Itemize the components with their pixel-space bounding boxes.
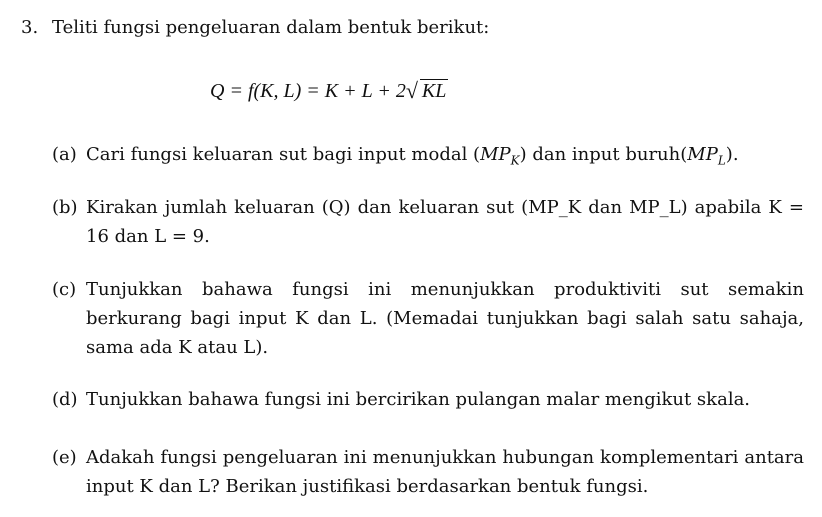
part-text: Tunjukkan bahawa fungsi ini menunjukkan produktiviti sut semakin berkurang bagi input K dan L. (Memadai tunjukkan bagi salah satu sahaja, sama ada K atau L). — [86, 279, 804, 358]
part-text: Cari fungsi keluaran sut bagi input modal $(MP_K)$ dan input $buruh(MP_L)$. — [86, 144, 739, 168]
part-label: (c) — [52, 279, 77, 300]
formula-lhs: Q = f(K, L) = K + L + 2 — [210, 80, 406, 102]
part-label: (b) — [52, 197, 78, 218]
part-d — [52, 385, 804, 414]
square-root-symbol — [406, 80, 448, 103]
part-b — [52, 193, 804, 251]
question-number: 3. — [21, 17, 39, 38]
part-label: (e) — [52, 447, 77, 468]
part-a — [52, 140, 804, 176]
question-stem: Teliti fungsi pengeluaran dalam bentuk berikut: — [52, 17, 490, 38]
part-e — [52, 443, 804, 501]
part-text: Adakah fungsi pengeluaran ini menunjukkan hubungan komplementari antara input K dan L? Berikan justifikasi berdasarkan bentuk fungsi. — [86, 447, 804, 497]
part-text: Tunjukkan bahawa fungsi ini bercirikan pulangan malar mengikut skala. — [86, 389, 751, 410]
part-label: (d) — [52, 389, 78, 410]
part-c — [52, 275, 804, 362]
part-label: (a) — [52, 144, 77, 165]
production-function-formula — [210, 80, 448, 103]
part-text: Kirakan jumlah keluaran (Q) dan keluaran sut (MP_K dan MP_L) apabila K = 16 dan L = 9. — [86, 197, 804, 247]
formula-sqrt-term: KL — [421, 80, 447, 102]
